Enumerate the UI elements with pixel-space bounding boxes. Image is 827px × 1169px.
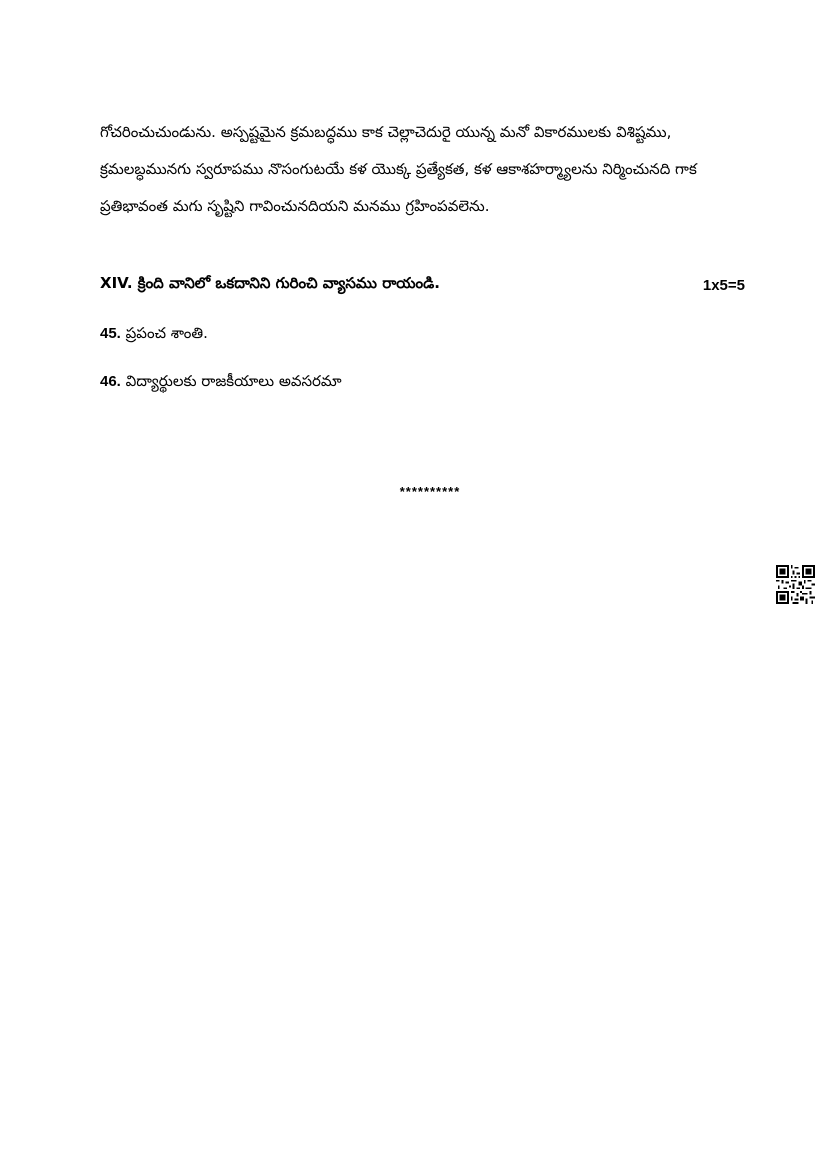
question-number: 45. [100,325,121,342]
passage-line: ప్రతిభావంత మగు సృష్టిని గావించునదియని మనము గ్రహింపవలెను. [100,197,490,215]
section-marks: 1x5=5 [702,276,745,294]
section-heading [100,270,745,300]
passage-paragraph [100,114,750,225]
passage-line: క్రమలబ్ధమునగు స్వరూపము నొసంగుటయే కళ యొక్క ప్రత్యేకత, కళ ఆకాశహర్మ్యాలను నిర్మించునది గాక [100,160,697,178]
question-item [100,372,342,394]
section-title: XIV. క్రింది వానిలో ఒకదానిని గురించి వ్యాసము రాయండి. [100,274,440,292]
question-number: 46. [100,373,121,390]
passage-line: గోచరించుచుండును. అస్పష్టమైన క్రమబద్ధము కాక చెల్లాచెదురై యున్న మనో వికారములకు విశిష్టము, [100,123,672,141]
end-separator: ********** [399,484,461,499]
question-item [100,324,208,346]
question-text: ప్రపంచ శాంతి. [120,324,208,342]
question-text: విద్యార్థులకు రాజకీయాలు అవసరమా [120,372,342,390]
qr-code-icon [776,565,815,604]
